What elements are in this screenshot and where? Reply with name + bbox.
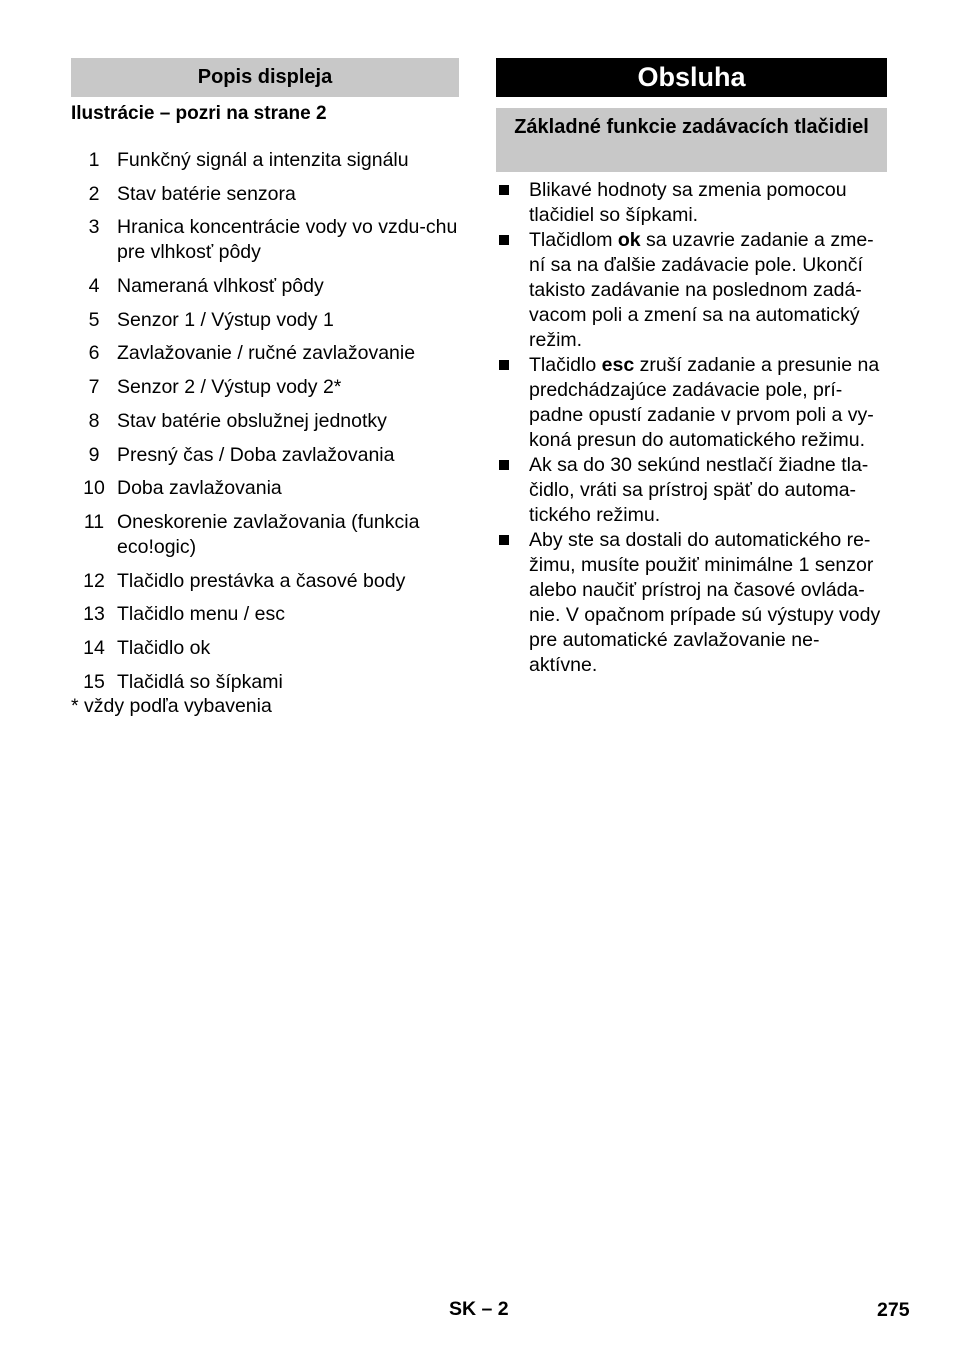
bullet-text-part: zruší zadanie a presunie na predchádzajúce zadávacie pole, prí-padne opustí zadanie v prvom poli a vy-koná presun do automatického režimu.	[529, 354, 880, 451]
footer-language-label: SK – 2	[449, 1298, 509, 1320]
bullet-text	[529, 528, 887, 678]
bullet-text-part: Blikavé hodnoty sa zmenia pomocou tlačidiel so šípkami.	[529, 179, 847, 226]
legend-item-text: Tlačidlo prestávka a časové body	[117, 569, 406, 592]
bullet-key-name: ok	[617, 229, 641, 251]
bullet-text-part: sa uzavrie zadanie a zme-ní sa na ďalšie zadávacie pole. Ukončí takisto zadávanie na poslednom zadá-vacom poli a zmení sa na automatický režim.	[529, 229, 874, 351]
legend-item-text: Zavlažovanie / ručné zavlažovanie	[117, 342, 416, 365]
legend-item-number: 4	[88, 275, 100, 298]
legend-item-number: 12	[83, 569, 105, 592]
legend-item	[71, 569, 459, 594]
legend-item-text: Doba zavlažovania	[117, 477, 282, 500]
illustration-reference: Ilustrácie – pozri na strane 2	[71, 103, 327, 124]
legend-item-text: Senzor 1 / Výstup vody 1	[117, 308, 334, 331]
legend-item	[71, 476, 459, 501]
legend-item-number: 1	[88, 149, 100, 171]
legend-item	[71, 341, 459, 366]
legend-item-text: Stav batérie senzora	[117, 182, 296, 205]
bullet-text	[529, 178, 887, 228]
legend-item-text: Stav batérie obslužnej jednotky	[117, 409, 387, 432]
legend-item-number: 11	[83, 510, 105, 533]
square-bullet-icon	[496, 453, 529, 528]
section-title-basic-functions: Základné funkcie zadávacích tlačidiel	[496, 108, 887, 172]
legend-item-number: 9	[88, 443, 100, 466]
square-bullet-icon	[496, 178, 529, 228]
legend-item	[71, 274, 459, 299]
legend-item-number: 3	[88, 216, 100, 239]
bullet-item	[496, 453, 887, 528]
legend-item	[71, 510, 459, 560]
legend-item	[71, 636, 459, 661]
legend-item-text: Funkčný signál a intenzita signálu	[117, 149, 409, 171]
page-number: 275	[877, 1299, 910, 1321]
bullet-text-part: Ak sa do 30 sekúnd nestlačí žiadne tla-čidlo, vráti sa prístroj späť do automa-tického režimu.	[529, 454, 869, 526]
legend-item-number: 5	[88, 308, 100, 331]
legend-item	[71, 602, 459, 627]
legend-item	[71, 409, 459, 434]
bullet-key-name: esc	[601, 354, 635, 376]
bullet-text-part: Aby ste sa dostali do automatického re-žimu, musíte použiť minimálne 1 senzor alebo naučiť prístroj na časové ovláda-nie. V opačnom prípade sú výstupy vody pre automatické zavlažovanie ne-aktívne.	[529, 529, 881, 676]
legend-item-text: Oneskorenie zavlažovania (funkcia eco!ogic)	[117, 510, 420, 558]
bullet-item	[496, 528, 887, 678]
bullet-list	[496, 178, 887, 678]
legend-item-text: Nameraná vlhkosť pôdy	[117, 275, 324, 298]
bullet-text	[529, 353, 887, 453]
legend-item-text: Tlačidlá so šípkami	[117, 670, 283, 693]
legend-item-number: 6	[88, 342, 100, 365]
right-column	[496, 58, 887, 678]
bullet-text-part: Tlačidlo	[529, 354, 602, 376]
bullet-text	[529, 228, 887, 353]
legend-item-number: 2	[88, 182, 100, 205]
legend-item-text: Senzor 2 / Výstup vody 2*	[117, 376, 342, 399]
square-bullet-icon	[496, 528, 529, 678]
display-legend-list	[71, 148, 459, 695]
section-title-display: Popis displeja	[71, 58, 459, 97]
bullet-text-part: Tlačidlom	[529, 229, 618, 251]
legend-item-text: Tlačidlo ok	[117, 636, 211, 659]
bullet-item	[496, 178, 887, 228]
legend-item	[71, 215, 459, 265]
legend-item	[71, 670, 459, 695]
legend-item	[71, 182, 459, 207]
footnote: * vždy podľa vybavenia	[71, 695, 272, 718]
legend-item-number: 8	[88, 409, 100, 432]
legend-item	[71, 308, 459, 333]
legend-item-text: Hranica koncentrácie vody vo vzdu-chu pre vlhkosť pôdy	[117, 216, 458, 264]
legend-item-number: 10	[83, 477, 105, 500]
legend-item-text: Tlačidlo menu / esc	[117, 603, 285, 626]
square-bullet-icon	[496, 353, 529, 453]
bullet-text	[529, 453, 887, 528]
legend-item	[71, 148, 459, 173]
bullet-item	[496, 228, 887, 353]
legend-item-number: 15	[83, 670, 105, 693]
left-column	[71, 58, 459, 719]
square-bullet-icon	[496, 228, 529, 353]
bullet-item	[496, 353, 887, 453]
legend-item	[71, 375, 459, 400]
legend-item-number: 14	[83, 636, 105, 659]
legend-item	[71, 443, 459, 468]
legend-item-number: 7	[88, 376, 100, 399]
chapter-title: Obsluha	[496, 58, 887, 97]
legend-item-number: 13	[83, 603, 105, 626]
legend-item-text: Presný čas / Doba zavlažovania	[117, 443, 395, 466]
